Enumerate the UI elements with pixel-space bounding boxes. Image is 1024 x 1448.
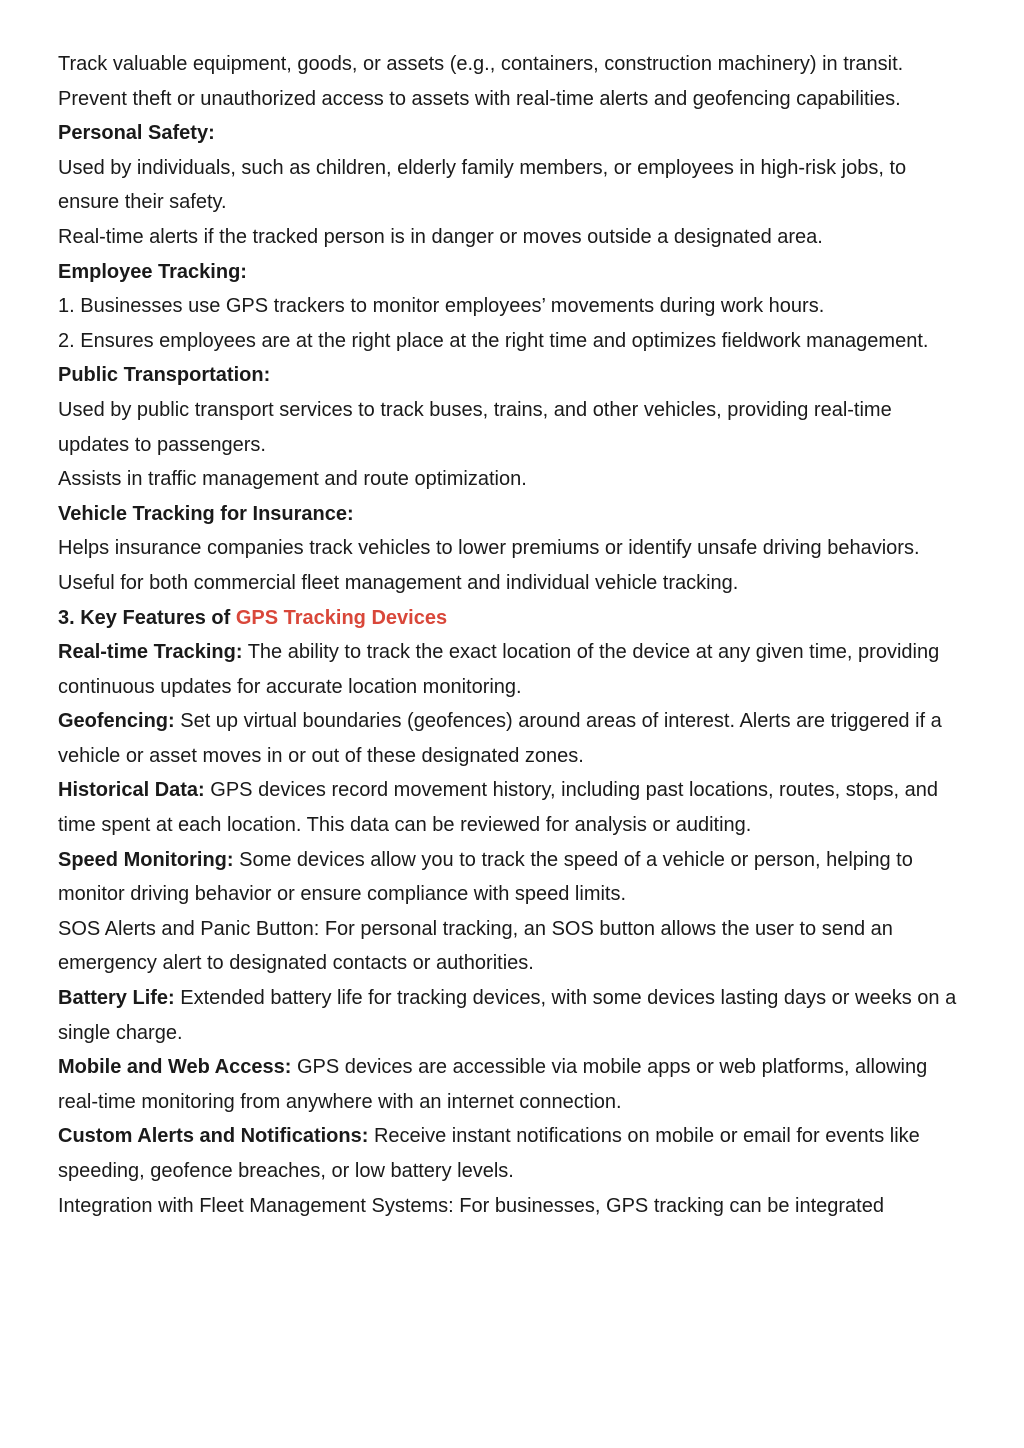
feature-item bbox=[58, 1050, 966, 1119]
feature-item bbox=[58, 704, 966, 773]
feature-text: GPS devices record movement history, including past locations, routes, stops, and time spent at each location. This data can be reviewed for analysis or auditing. bbox=[58, 779, 939, 837]
public-transportation-heading: Public Transportation: bbox=[58, 364, 271, 387]
public-transportation-p2: Assists in traffic management and route optimization. bbox=[58, 468, 527, 491]
feature-text: Set up virtual boundaries (geofences) around areas of interest. Alerts are triggered if a vehicle or asset moves in or out of these designated zones. bbox=[58, 710, 942, 767]
sos-paragraph: SOS Alerts and Panic Button: For personal tracking, an SOS button allows the user to send an emergency alert to designated contacts or authorities. bbox=[58, 917, 893, 975]
personal-safety-heading: Personal Safety: bbox=[58, 122, 215, 145]
feature-label: Speed Monitoring: bbox=[58, 848, 234, 871]
feature-label: Custom Alerts and Notifications: bbox=[58, 1125, 369, 1148]
feature-label: Historical Data: bbox=[58, 779, 205, 802]
gps-tracking-devices-link[interactable]: GPS Tracking Devices bbox=[235, 606, 448, 629]
vehicle-insurance-p2: Useful for both commercial fleet management and individual vehicle tracking. bbox=[58, 571, 739, 594]
feature-label: Real-time Tracking: bbox=[58, 641, 243, 664]
personal-safety-p1: Used by individuals, such as children, elderly family members, or employees in high-risk jobs, to ensure their safety. bbox=[58, 156, 907, 214]
feature-item bbox=[58, 1119, 966, 1188]
public-transportation-p1: Used by public transport services to track buses, trains, and other vehicles, providing real-time updates to passengers. bbox=[58, 398, 892, 456]
feature-label: Geofencing: bbox=[58, 710, 175, 733]
employee-tracking-p2: 2. Ensures employees are at the right place at the right time and optimizes fieldwork management. bbox=[58, 329, 929, 352]
personal-safety-p2: Real-time alerts if the tracked person is in danger or moves outside a designated area. bbox=[58, 225, 823, 248]
asset-tracking-p1: Track valuable equipment, goods, or assets (e.g., containers, construction machinery) in transit. bbox=[58, 53, 904, 75]
vehicle-insurance-p1: Helps insurance companies track vehicles to lower premiums or identify unsafe driving behaviors. bbox=[58, 537, 920, 560]
feature-text: Some devices allow you to track the speed of a vehicle or person, helping to monitor driving behavior or ensure compliance with speed limits. bbox=[58, 848, 913, 906]
key-features-heading bbox=[58, 601, 966, 636]
feature-label: Mobile and Web Access: bbox=[58, 1056, 292, 1079]
vehicle-insurance-heading: Vehicle Tracking for Insurance: bbox=[58, 502, 354, 525]
feature-item bbox=[58, 635, 966, 704]
feature-label: Battery Life: bbox=[58, 987, 175, 1010]
feature-item bbox=[58, 773, 966, 842]
employee-tracking-p1: 1. Businesses use GPS trackers to monitor employees’ movements during work hours. bbox=[58, 295, 825, 318]
key-features-heading-prefix: 3. Key Features of bbox=[58, 606, 236, 629]
asset-tracking-p2: Prevent theft or unauthorized access to assets with real-time alerts and geofencing capabilities. bbox=[58, 87, 901, 110]
feature-item bbox=[58, 981, 966, 1050]
feature-item bbox=[58, 843, 966, 912]
feature-text: Receive instant notifications on mobile or email for events like speeding, geofence breaches, or low battery levels. bbox=[58, 1125, 920, 1182]
feature-text: Extended battery life for tracking devices, with some devices lasting days or weeks on a single charge. bbox=[58, 987, 957, 1044]
feature-text: GPS devices are accessible via mobile apps or web platforms, allowing real-time monitoring from anywhere with an internet connection. bbox=[58, 1056, 928, 1113]
feature-text: The ability to track the exact location of the device at any given time, providing continuous updates for accurate location monitoring. bbox=[58, 641, 940, 698]
employee-tracking-heading: Employee Tracking: bbox=[58, 260, 247, 283]
fleet-integration-paragraph: Integration with Fleet Management Systems: For businesses, GPS tracking can be integrated bbox=[58, 1194, 884, 1217]
